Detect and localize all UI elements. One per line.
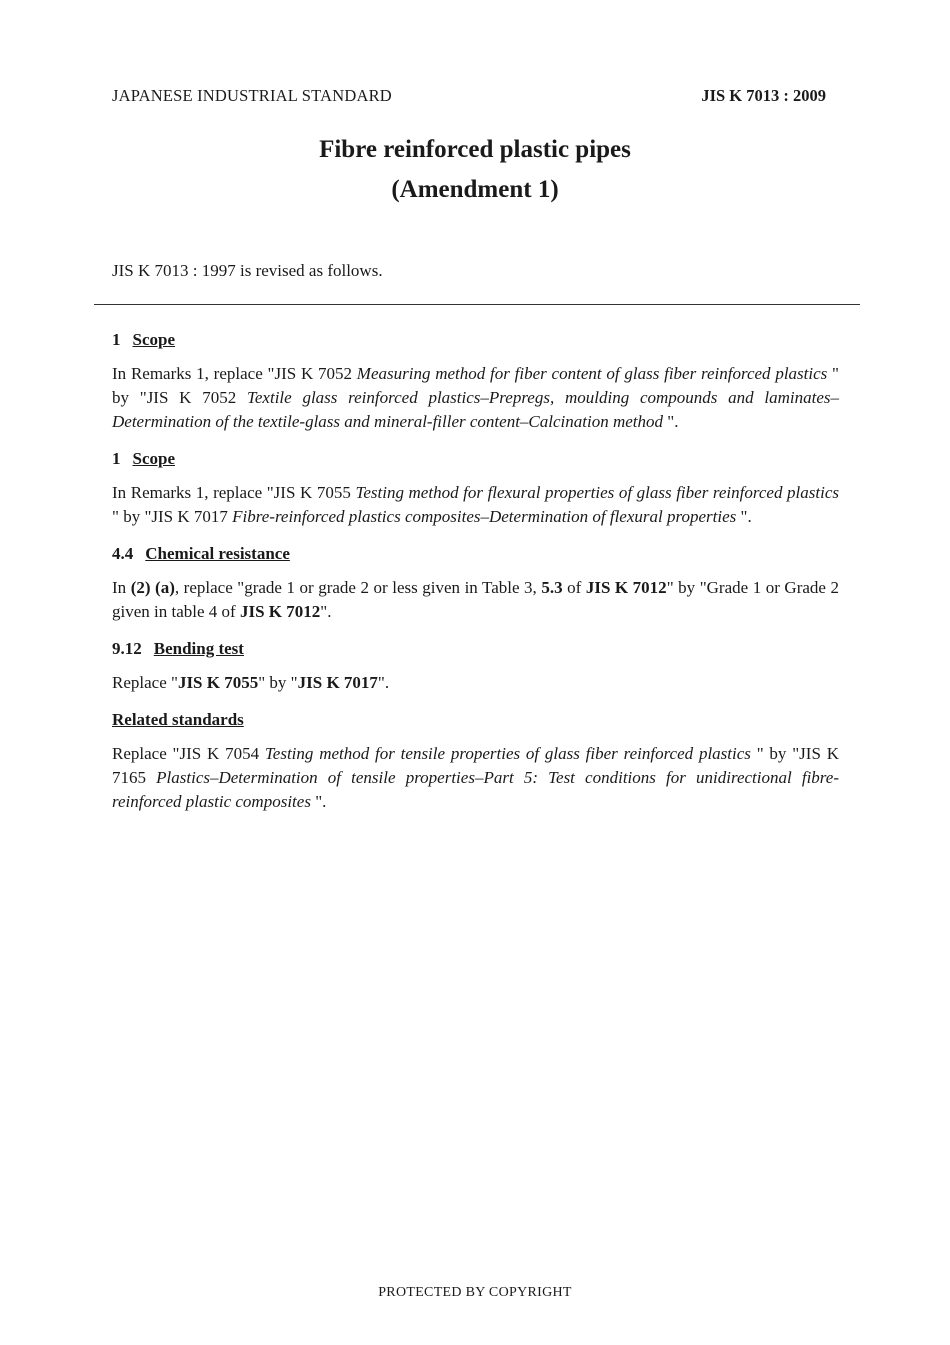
section-title: Related standards	[112, 710, 244, 729]
section-body	[112, 576, 839, 624]
body-text: Replace "JIS K 7054	[112, 744, 265, 763]
section-heading	[112, 638, 839, 660]
section-chemical-resistance	[112, 543, 839, 624]
body-text: In Remarks 1, replace "JIS K 7055	[112, 483, 356, 502]
section-body	[112, 671, 839, 695]
section-bending-test	[112, 638, 839, 695]
body-text: In Remarks 1, replace "JIS K 7052	[112, 364, 357, 383]
section-title: Scope	[132, 330, 175, 349]
bold-reference-text: JIS K 7012	[585, 578, 667, 597]
italic-title-text: Plastics–Determination of tensile properties–Part 5: Test conditions for unidirectional fibre-reinforced plastic composites	[112, 768, 840, 811]
copyright-notice: PROTECTED BY COPYRIGHT	[378, 1285, 572, 1300]
body-text: of	[562, 578, 586, 597]
document-title: Fibre reinforced plastic pipes	[319, 136, 631, 163]
section-body	[112, 742, 839, 814]
italic-title-text: Testing method for tensile properties of glass fiber reinforced plastics	[264, 744, 751, 763]
section-body	[112, 481, 839, 529]
section-body	[112, 362, 839, 434]
body-text: ".	[663, 412, 679, 431]
body-text: " by "JIS K 7165	[112, 744, 839, 787]
horizontal-divider	[94, 304, 860, 305]
section-scope-2	[112, 448, 839, 529]
italic-title-text: Textile glass reinforced plastics–Prepregs, moulding compounds and laminates–Determination of the textile-glass and mineral-filler content–Calcination method	[112, 388, 840, 431]
document-subtitle: (Amendment 1)	[391, 176, 559, 203]
body-text: ".	[377, 673, 390, 692]
bold-reference-text: JIS K 7012	[239, 602, 321, 621]
body-text: , replace "grade 1 or grade 2 or less given in Table 3,	[174, 578, 542, 597]
section-heading	[112, 448, 839, 470]
document-category: JAPANESE INDUSTRIAL STANDARD	[112, 86, 392, 105]
amendment-sections	[112, 329, 839, 828]
section-scope-1	[112, 329, 839, 434]
section-number: 1	[112, 330, 121, 349]
intro-text: JIS K 7013 : 1997 is revised as follows.	[112, 261, 383, 280]
section-heading	[112, 709, 839, 731]
section-title: Scope	[132, 449, 175, 468]
body-text: " by "Grade 1 or Grade 2 given in table 4 of	[112, 578, 839, 621]
section-heading	[112, 329, 839, 351]
italic-title-text: Testing method for flexural properties of glass fiber reinforced plastics	[355, 483, 839, 502]
section-related-standards	[112, 709, 839, 814]
section-heading	[112, 543, 839, 565]
italic-title-text: Fibre-reinforced plastics composites–Determination of flexural properties	[232, 507, 737, 526]
body-text: " by "JIS K 7052	[112, 364, 839, 407]
italic-title-text: Measuring method for fiber content of glass fiber reinforced plastics	[356, 364, 828, 383]
body-text: " by "	[258, 673, 298, 692]
section-title: Chemical resistance	[145, 544, 290, 563]
body-text: ".	[310, 792, 327, 811]
section-number: 9.12	[112, 639, 142, 658]
body-text: " by "JIS K 7017	[112, 507, 233, 526]
section-number: 4.4	[112, 544, 134, 563]
bold-reference-text: JIS K 7055	[177, 673, 259, 692]
section-title: Bending test	[153, 639, 244, 658]
section-number: 1	[112, 449, 121, 468]
body-text: ".	[736, 507, 752, 526]
body-text: In	[112, 578, 131, 597]
bold-reference-text: (2) (a)	[130, 578, 175, 597]
bold-reference-text: JIS K 7017	[297, 673, 378, 692]
bold-reference-text: 5.3	[541, 578, 563, 597]
body-text: Replace "	[112, 673, 178, 692]
standard-number: JIS K 7013 : 2009	[701, 86, 826, 105]
body-text: ".	[320, 602, 332, 621]
